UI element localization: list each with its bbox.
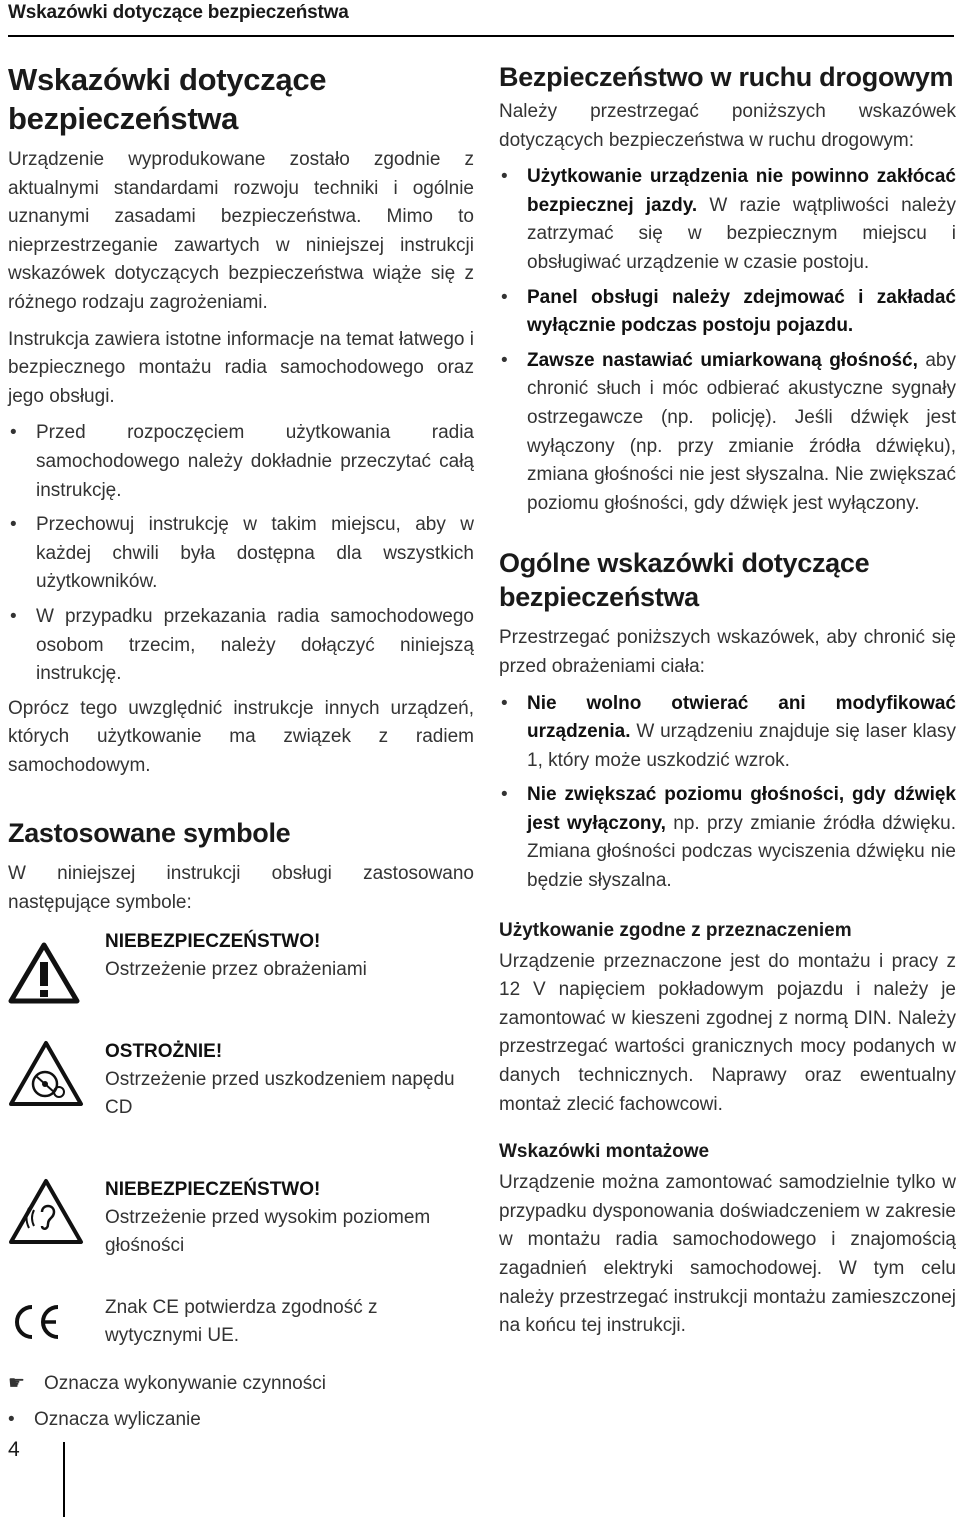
symbol-desc: Ostrzeżenie przez obrażeniami: [105, 958, 367, 980]
ce-mark-icon: [8, 1302, 64, 1347]
list-marker-label: Oznacza wyliczanie: [34, 1409, 201, 1430]
symbol-title: NIEBEZPIECZEŃSTWO!: [105, 930, 321, 952]
bullet-icon: •: [501, 692, 508, 714]
instructions-list: [8, 419, 474, 688]
left-column: [8, 60, 474, 1364]
list-item: • Przed rozpoczęciem użytkowania radia samochodowego należy dokładnie przeczytać całą instrukcję.: [8, 419, 474, 505]
symbol-desc: Ostrzeżenie przed wysokim poziomem głośności: [105, 1206, 431, 1257]
other-devices-paragraph: Oprócz tego uwzględnić instrukcje innych urządzeń, których użytkowanie ma związek z radiem samochodowym.: [8, 697, 474, 776]
symbol-title: OSTROŻNIE!: [105, 1040, 223, 1062]
list-item: • W przypadku przekazania radia samochodowego osobom trzecim, należy dołączyć niniejszą instrukcję.: [8, 603, 474, 689]
bullet-icon: •: [10, 422, 17, 444]
list-item: • Przechowuj instrukcję w takim miejscu, aby w każdej chwili była dostępna dla wszystkich użytkowników.: [8, 511, 474, 597]
action-marker-row: [8, 1370, 326, 1398]
warning-triangle-icon: [8, 942, 80, 1009]
general-safety-intro: Przestrzegać poniższych wskazówek, aby chronić się przed obrażeniami ciała:: [499, 627, 956, 677]
pointing-hand-icon: ☛: [8, 1373, 26, 1394]
page-title: Wskazówki dotyczące bezpieczeństwa: [8, 62, 327, 136]
symbols-heading: Zastosowane symbole: [8, 818, 291, 849]
general-safety-heading: Ogólne wskazówki dotyczące bezpieczeństwa: [499, 548, 870, 613]
cd-warning-icon: [8, 1040, 84, 1113]
bullet-icon: •: [501, 349, 508, 371]
bullet-icon: •: [8, 1409, 15, 1430]
bullet-icon: •: [10, 514, 17, 536]
symbol-desc: Znak CE potwierdza zgodność z wytycznymi UE.: [105, 1296, 378, 1347]
mounting-paragraph: Urządzenie można zamontować samodzielnie tylko w przypadku dysponowania doświadczeniem w zakresie w montażu radia samochodowego i znajomością zagadnień elektryki samochodowej. W tym celu należy przestrzegać instrukcji montażu zamieszczonej na końcu tej instrukcji.: [499, 1172, 956, 1337]
road-safety-intro: Należy przestrzegać poniższych wskazówek dotyczących bezpieczeństwa w ruchu drogowym:: [499, 101, 956, 151]
right-column: [499, 60, 956, 1349]
general-safety-list: [499, 690, 956, 896]
info-paragraph: Instrukcja zawiera istotne informacje na temat łatwego i bezpiecznego montażu radia samochodowego oraz jego obsługi.: [8, 328, 474, 407]
list-item: • Użytkowanie urządzenia nie powinno zakłócać bezpiecznej jazdy. W razie wątpliwości należy zatrzymać się w bezpiecznym miejscu i obsługiwać urządzenie w czasie postoju.: [499, 163, 956, 277]
bullet-icon: •: [501, 784, 508, 806]
symbols-intro: W niniejszej instrukcji obsługi zastosowano następujące symbole:: [8, 863, 474, 914]
ear-warning-icon: [8, 1178, 84, 1251]
list-item: • Zawsze nastawiać umiarkowaną głośność, aby chronić słuch i móc odbierać akustyczne sygnały ostrzegawcze (np. policję). Jeśli dźwięk jest wyłączony (np. przy zmianie źródła dźwięku), zmiana głośności nie jest słyszalna. Nie zwiększać poziomu głośności, gdy dźwięk jest wyłączony.: [499, 347, 956, 519]
symbol-title: NIEBEZPIECZEŃSTWO!: [105, 1178, 321, 1200]
road-safety-heading: Bezpieczeństwo w ruchu drogowym: [499, 62, 954, 92]
intended-use-paragraph: Urządzenie przeznaczone jest do montażu i pracy z 12 V napięciem pokładowym pojazdu i należy je zamontować w kieszeni zgodnej z normą DIN. Należy przestrzegać wartości granicznych mocy podanych w danych technicznych. Naprawy oraz ewentualny montaż zlecić fachowcowi.: [499, 950, 956, 1115]
footer-rule: [63, 1442, 65, 1517]
list-item: • Nie zwiększać poziomu głośności, gdy dźwięk jest wyłączony, np. przy zmianie źródła dźwięku. Zmiana głośności podczas wyciszenia dźwięku nie będzie słyszalna.: [499, 781, 956, 895]
intro-paragraph: Urządzenie wyprodukowane zostało zgodnie z aktualnymi standardami rozwoju techniki i ogólnie uznanymi zasadami bezpieczeństwa. Mimo to nieprzestrzeganie zawartych w niniejszej instrukcji wskazówek dotyczących bezpieczeństwa wiąże się z różnego rodzaju zagrożeniami.: [8, 149, 474, 313]
bullet-icon: •: [10, 605, 17, 627]
symbol-row-danger: [8, 928, 474, 1024]
symbol-desc: Ostrzeżenie przed uszkodzeniem napędu CD: [105, 1068, 455, 1119]
intended-use-heading: Użytkowanie zgodne z przeznaczeniem: [499, 919, 852, 941]
bullet-icon: •: [501, 166, 508, 188]
list-marker-row: [8, 1406, 201, 1434]
bullet-icon: •: [501, 286, 508, 308]
symbol-row-volume: [8, 1176, 474, 1294]
road-safety-list: [499, 163, 956, 518]
running-header: Wskazówki dotyczące bezpieczeństwa: [8, 2, 349, 23]
list-item: • Nie wolno otwierać ani modyfikować urządzenia. W urządzeniu znajduje się laser klasy 1, który może uszkodzić wzrok.: [499, 690, 956, 776]
list-item: • Panel obsługi należy zdejmować i zakładać wyłącznie podczas postoju pojazdu.: [499, 284, 956, 341]
page-number: 4: [8, 1438, 20, 1461]
symbol-row-caution: [8, 1038, 474, 1176]
symbol-row-ce: [8, 1294, 474, 1364]
action-marker-label: Oznacza wykonywanie czynności: [44, 1373, 326, 1394]
mounting-heading: Wskazówki montażowe: [499, 1141, 710, 1163]
header-rule: [8, 35, 954, 37]
